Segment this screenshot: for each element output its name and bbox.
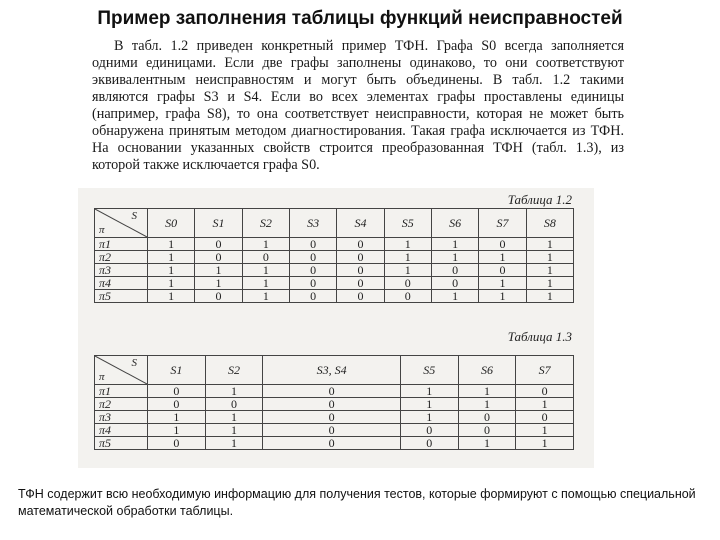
table-cell: 0 [242, 251, 289, 264]
transformed-fault-function-table-1-3 [94, 355, 574, 450]
table-cell: 0 [337, 264, 384, 277]
row-header: π4 [95, 277, 148, 290]
table-1-3-caption: Таблица 1.3 [507, 329, 572, 344]
column-header: S2 [242, 209, 289, 238]
table-cell: 0 [337, 277, 384, 290]
table-cell: 0 [263, 437, 401, 450]
corner-pi-label: π [99, 224, 105, 236]
table-cell: 1 [242, 238, 289, 251]
row-header: π2 [95, 398, 148, 411]
table-cell: 1 [384, 238, 431, 251]
table-cell: 1 [526, 251, 573, 264]
table-cell: 0 [148, 437, 206, 450]
slide-title: Пример заполнения таблицы функций неисправностей [97, 8, 623, 29]
table-row [95, 264, 574, 277]
column-header: S3 [289, 209, 336, 238]
corner-pi-label: π [99, 371, 105, 383]
table-cell: 0 [289, 290, 336, 303]
table-cell: 1 [526, 238, 573, 251]
column-header: S5 [400, 356, 458, 385]
row-header: π5 [95, 437, 148, 450]
table-cell: 1 [205, 385, 263, 398]
column-header: S1 [195, 209, 242, 238]
column-header: S6 [431, 209, 478, 238]
table-cell: 0 [148, 385, 206, 398]
table-row [95, 251, 574, 264]
table-cell: 1 [148, 238, 195, 251]
table-1-2-caption: Таблица 1.2 [507, 192, 572, 207]
table-cell: 1 [384, 251, 431, 264]
bottom-text: ТФН содержит всю необходимую информацию для получения тестов, которые формируют с помощью специальной математической обработки таблицы. [18, 487, 696, 518]
table-cell: 0 [431, 264, 478, 277]
table-cell: 0 [289, 264, 336, 277]
table-cell: 1 [242, 290, 289, 303]
table-cell: 1 [431, 251, 478, 264]
scanned-paragraph-text: В табл. 1.2 приведен конкретный пример ТФН. Графа S0 всегда заполняется одними единицами. Если две графы заполнены одинаково, то они соответствуют эквивалентным неисправностям и могут быть объединены. В табл. 1.2 такими являются графы S3 и S4. Если во всех элементах графы проставлены единицы (например, графа S8), то она соответствует неисправности, которая не может быть обнаружена принятым методом диагностирования. Такая графа исключается из ТФН. На основании указанных свойств строится преобразованная ТФН (табл. 1.3), из которой также исключается графа S0. [92, 38, 624, 173]
table-cell: 1 [526, 290, 573, 303]
row-header: π3 [95, 264, 148, 277]
table-cell: 0 [337, 251, 384, 264]
table-cell: 1 [242, 277, 289, 290]
table-row [95, 424, 574, 437]
column-header: S7 [479, 209, 526, 238]
table-cell: 1 [526, 277, 573, 290]
column-header: S7 [516, 356, 574, 385]
table-corner-cell [95, 209, 148, 238]
table-cell: 1 [458, 398, 516, 411]
row-header: π1 [95, 238, 148, 251]
row-header: π3 [95, 411, 148, 424]
table-row [95, 290, 574, 303]
corner-s-label: S [131, 210, 137, 222]
table-cell: 0 [516, 411, 574, 424]
table-cell: 0 [337, 238, 384, 251]
scanned-tables-image [78, 188, 594, 468]
table-cell: 1 [195, 264, 242, 277]
scanned-paragraph [92, 38, 624, 174]
table-cell: 0 [400, 424, 458, 437]
column-header: S4 [337, 209, 384, 238]
table-cell: 0 [195, 238, 242, 251]
row-header: π4 [95, 424, 148, 437]
table-cell: 1 [431, 290, 478, 303]
table-cell: 1 [479, 251, 526, 264]
table-row [95, 385, 574, 398]
column-header: S2 [205, 356, 263, 385]
table-cell: 1 [384, 264, 431, 277]
table-cell: 0 [148, 398, 206, 411]
table-cell: 0 [195, 251, 242, 264]
table-cell: 1 [479, 290, 526, 303]
column-header: S1 [148, 356, 206, 385]
column-header: S8 [526, 209, 573, 238]
table-cell: 1 [479, 277, 526, 290]
table-cell: 0 [289, 251, 336, 264]
table-cell: 1 [400, 411, 458, 424]
table-row [95, 411, 574, 424]
table-cell: 1 [205, 437, 263, 450]
table-row [95, 238, 574, 251]
table-cell: 1 [516, 398, 574, 411]
table-cell: 1 [148, 424, 206, 437]
table-cell: 0 [289, 277, 336, 290]
table-cell: 1 [148, 251, 195, 264]
column-header: S6 [458, 356, 516, 385]
column-header: S5 [384, 209, 431, 238]
table-cell: 0 [289, 238, 336, 251]
table-cell: 1 [242, 264, 289, 277]
column-header: S3, S4 [263, 356, 401, 385]
table-cell: 1 [205, 411, 263, 424]
fault-function-table-1-2 [94, 208, 574, 303]
table-cell: 0 [195, 290, 242, 303]
table-row [95, 398, 574, 411]
table-cell: 0 [384, 277, 431, 290]
table-cell: 0 [516, 385, 574, 398]
table-cell: 1 [400, 398, 458, 411]
table-cell: 0 [431, 277, 478, 290]
table-cell: 1 [400, 385, 458, 398]
table-cell: 0 [400, 437, 458, 450]
table-cell: 0 [479, 238, 526, 251]
table-row [95, 277, 574, 290]
table-cell: 0 [263, 398, 401, 411]
table-cell: 0 [263, 411, 401, 424]
table-cell: 1 [205, 424, 263, 437]
table-cell: 1 [458, 437, 516, 450]
row-header: π5 [95, 290, 148, 303]
corner-s-label: S [131, 357, 137, 369]
table-cell: 1 [195, 277, 242, 290]
column-header: S0 [148, 209, 195, 238]
table-cell: 0 [337, 290, 384, 303]
row-header: π2 [95, 251, 148, 264]
table-cell: 0 [479, 264, 526, 277]
table-cell: 1 [516, 437, 574, 450]
table-row [95, 437, 574, 450]
table-cell: 0 [458, 424, 516, 437]
table-corner-cell [95, 356, 148, 385]
table-cell: 0 [205, 398, 263, 411]
table-cell: 1 [148, 411, 206, 424]
table-cell: 1 [148, 290, 195, 303]
table-cell: 1 [516, 424, 574, 437]
table-cell: 1 [148, 277, 195, 290]
table-cell: 0 [263, 424, 401, 437]
table-cell: 0 [384, 290, 431, 303]
table-cell: 0 [458, 411, 516, 424]
table-cell: 1 [526, 264, 573, 277]
table-cell: 1 [458, 385, 516, 398]
table-cell: 1 [431, 238, 478, 251]
table-cell: 0 [263, 385, 401, 398]
table-cell: 1 [148, 264, 195, 277]
row-header: π1 [95, 385, 148, 398]
